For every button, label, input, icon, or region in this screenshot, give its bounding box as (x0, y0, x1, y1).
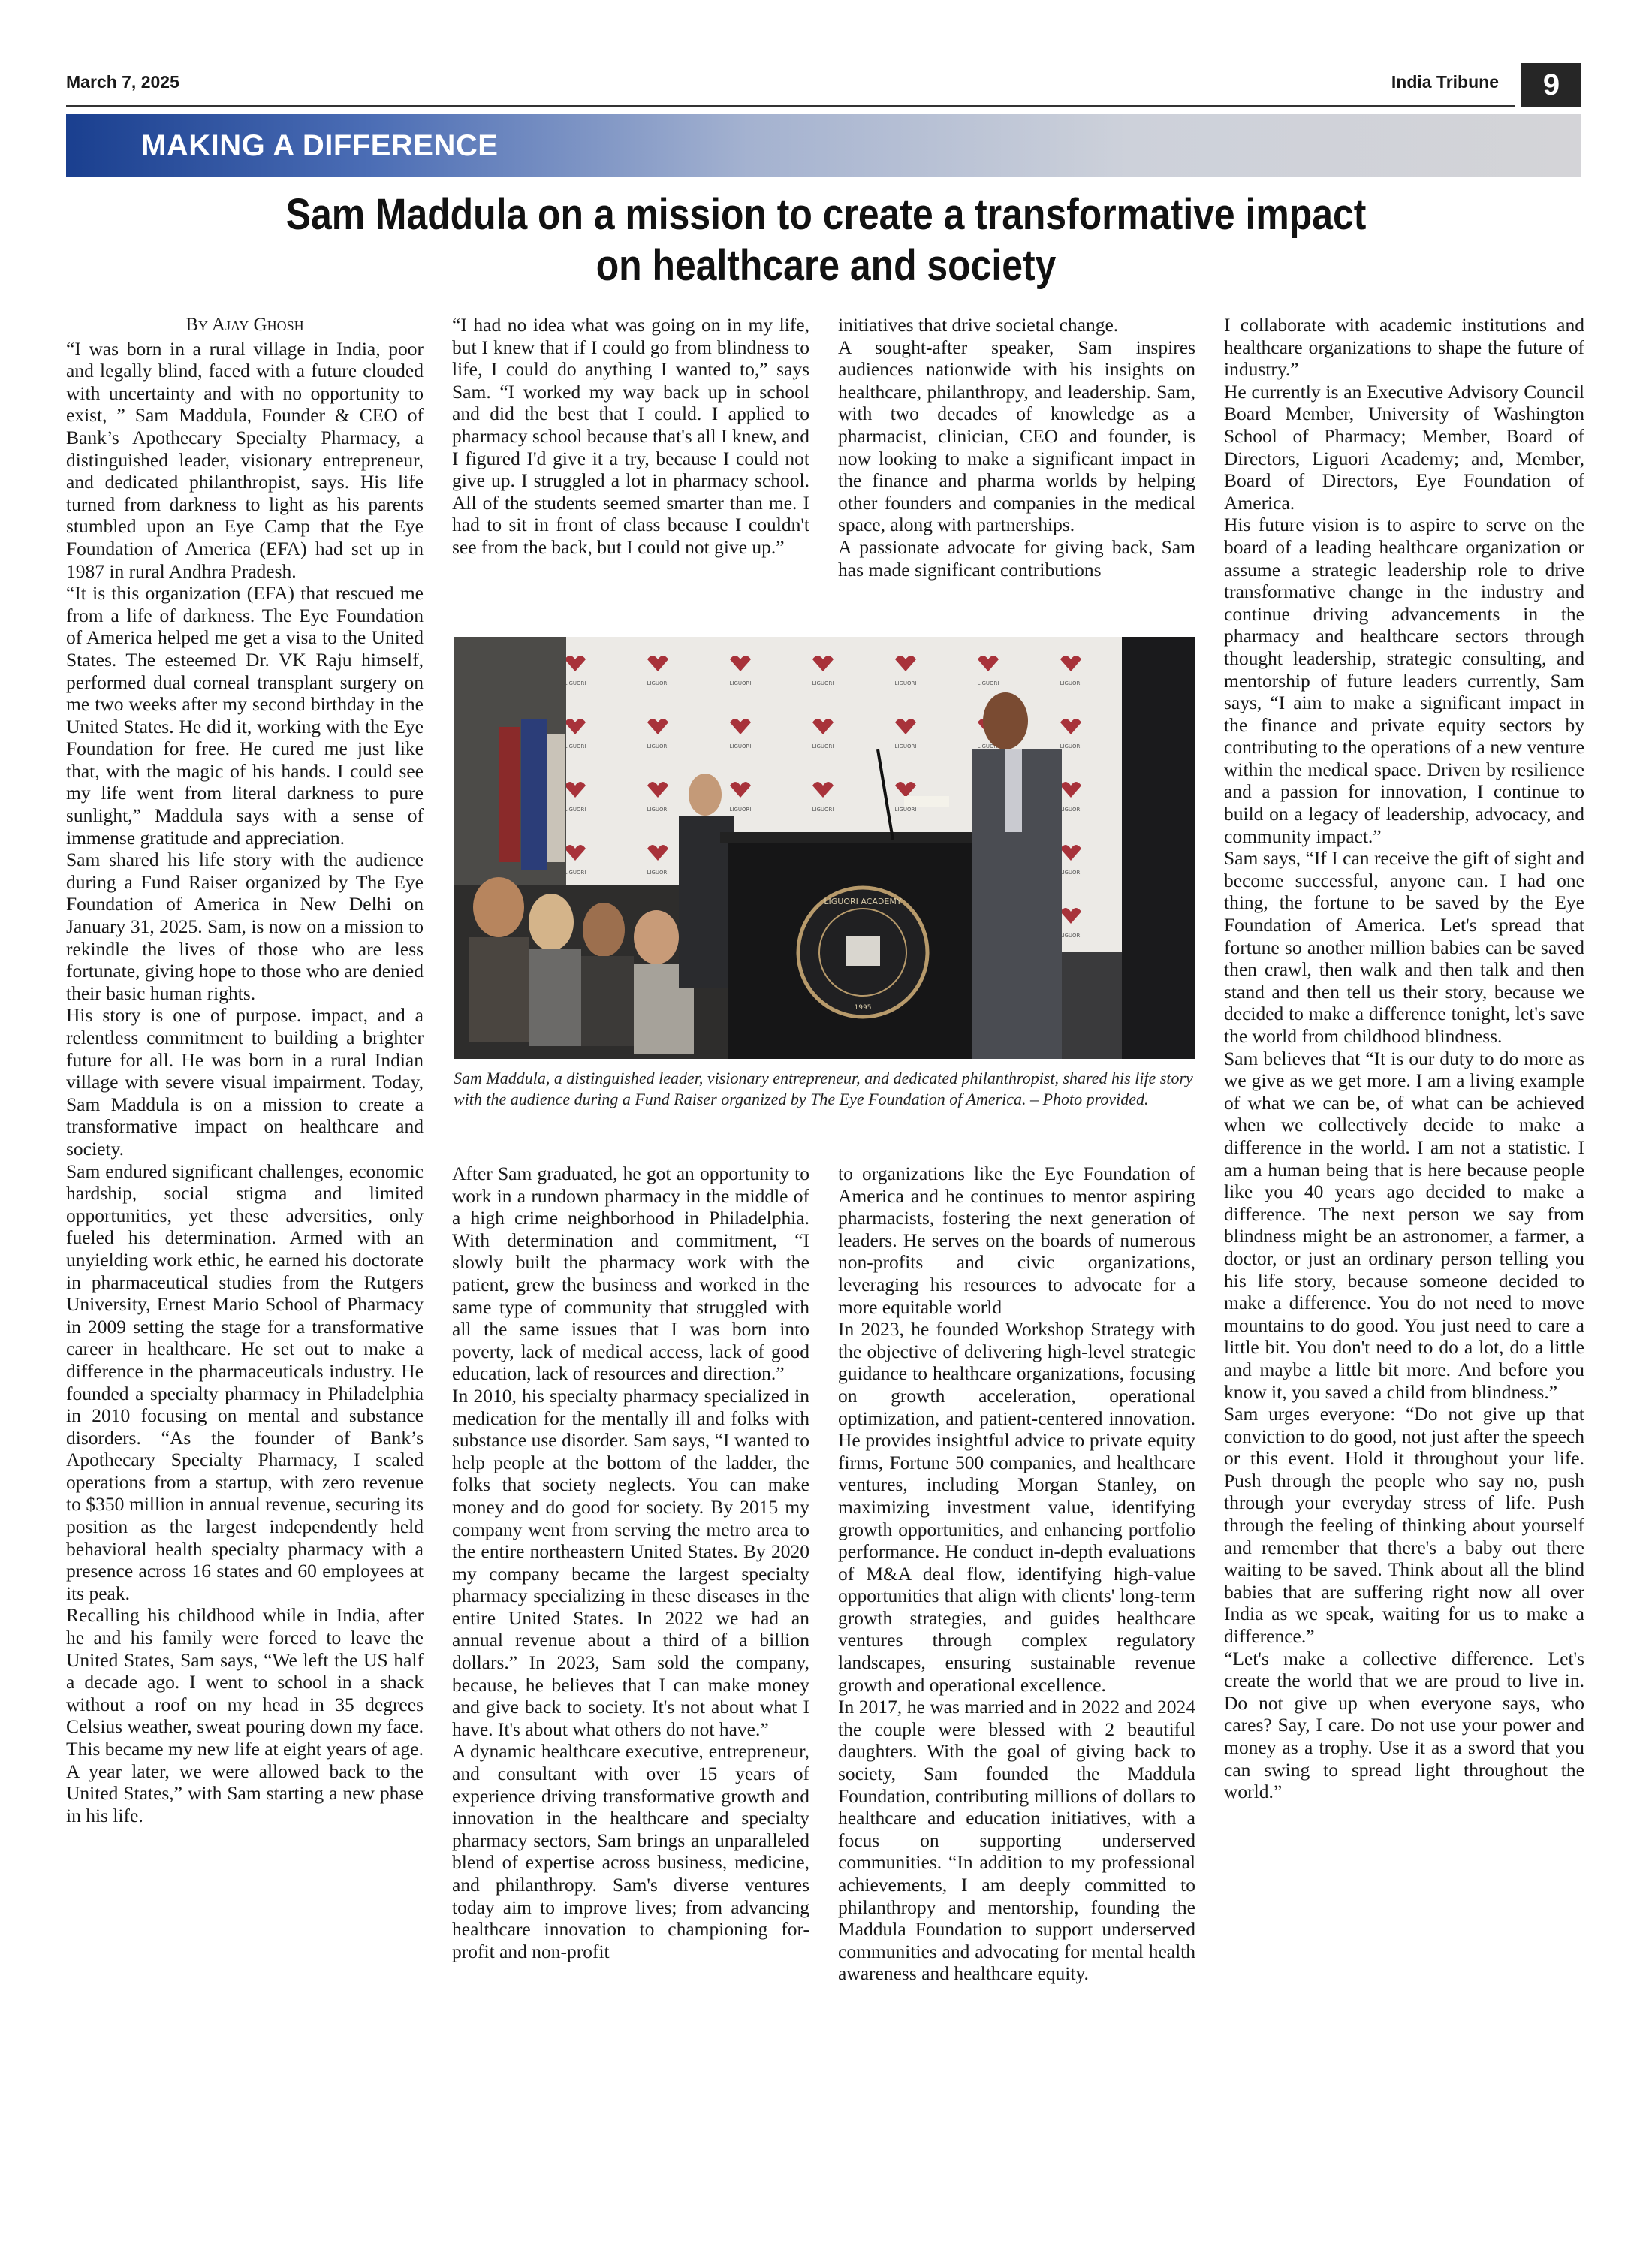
paragraph: Sam believes that “It is our duty to do more as we give as we get more. I am a living example of what we can be, of what can be achieved when we collectively decide to make a difference in the world. I am not a statistic. I am a human being that is here because people like you 40 years ago decided to make a difference. The next person we say from blindness might be an astronomer, a farmer, a doctor, or just an ordinary person telling you his life story, because someone decided to make a difference. You do not need to move mountains to do good. You just need to care a little bit. You don't need to do a lot, do a little and maybe a little bit more. And before you know it, you saved a child from blindness.” (1224, 1047, 1584, 1403)
podium-text: LIGUORI ACADEMY (824, 897, 902, 906)
paragraph: He currently is an Executive Advisory Council Board Member, University of Washington School of Pharmacy; Member, Board of Directors, Liguori Academy; and, Member, Board of Directors, Eye Foundation of America. (1224, 380, 1584, 514)
paragraph: A dynamic healthcare executive, entrepreneur, and consultant with over 15 years of experience driving transformative growth and innovation in the healthcare and specialty pharmacy sectors, Sam brings an unparalleled blend of expertise across business, medicine, and philanthropy. Sam's diverse ventures today aim to improve lives; from advancing healthcare innovation to championing for-profit and non-profit (452, 1740, 809, 1962)
column-4 (1224, 314, 1584, 1803)
page-number: 9 (1521, 63, 1581, 107)
paragraph: “I was born in a rural village in India, poor and legally blind, faced with a future clouded with uncertainty and with no opportunity to exist, ” Sam Maddula, Founder & CEO of Bank’s Apothecary Specialty Pharmacy, a distinguished leader, visionary entrepreneur, and dedicated philanthropist, says. His life turned from darkness to light as his parents stumbled upon an Eye Camp that the Eye Foundation of America (EFA) had set up in 1987 in rural Andhra Pradesh. (66, 337, 424, 582)
paragraph: Sam shared his life story with the audience during a Fund Raiser organized by The Eye Foundation of America in New Delhi on January 31, 2025. Sam, is now on a mission to rekindle the lives of those who are less fortunate, giving hope to those who are denied their basic human rights. (66, 849, 424, 1004)
paragraph: I collaborate with academic institutions and healthcare organizations to shape the future of industry.” (1224, 314, 1584, 381)
paragraph: In 2023, he founded Workshop Strategy with the objective of delivering high-level strategic guidance to healthcare organizations, focusing on growth acceleration, operational optimization, and patient-centered innovation. He provides insightful advice to private equity firms, Fortune 500 companies, and healthcare ventures, including Morgan Stanley, on maximizing investment value, identifying growth opportunities, and enhancing portfolio performance. He conduct in-depth evaluations of M&A deal flow, identifying high-value opportunities that align with clients' long-term growth strategies, and guides healthcare ventures through complex regulatory landscapes, ensuring sustainable revenue growth and operational excellence. (838, 1318, 1195, 1696)
paragraph: Sam endured significant challenges, economic hardship, social stigma and limited opportunities, yet these adversities, only fueled his determination. Armed with an unyielding work ethic, he earned his doctorate in pharmaceutical studies from the Rutgers University, Ernest Mario School of Pharmacy in 2009 setting the stage for a transformative career in healthcare. He set out to make a difference in the pharmaceuticals industry. He founded a specialty pharmacy in Philadelphia in 2010 focusing on mental and substance disorders. “As the founder of Bank’s Apothecary Specialty Pharmacy, I scaled operations from a startup, with zero revenue to $350 million in annual revenue, securing its position as the largest independently held behavioral health specialty pharmacy with a presence across 16 states and 60 employees at its peak. (66, 1160, 424, 1604)
paragraph: A passionate advocate for giving back, Sam has made significant contributions (838, 535, 1195, 581)
paragraph: His future vision is to aspire to serve on the board of a leading healthcare organization or assume a strategic leadership role to drive transformative change in the industry and continue driving advancements in the pharmacy and healthcare sectors through thought leadership, strategic consulting, and mentorship of future leaders currently, Sam says, “I aim to make a significant impact in the finance and private equity sectors by contributing to the operations of a new venture within the medical space. Driven by resilience and a passion for innovation, I continue to build on a legacy of leadership, advocacy, and community impact.” (1224, 514, 1584, 847)
header-rule (66, 105, 1515, 107)
newspaper-name: India Tribune (1391, 72, 1499, 92)
paragraph: In 2010, his specialty pharmacy specialized in medication for the mentally ill and folks with substance use disorder. Sam says, “I wanted to help people at the bottom of the ladder, the folks that society neglects. You can make money and do good for society. By 2015 my company went from serving the metro area to the entire northeastern United States. By 2020 my company became the largest specialty pharmacy specializing in these diseases in the entire United States. In 2022 we had an annual revenue about a third of a billion dollars.” In 2023, Sam sold the company, because, he believes that I can make money and give back to society. It's not about what I have. It's about what others do not have.” (452, 1384, 809, 1740)
paragraph: After Sam graduated, he got an opportunity to work in a rundown pharmacy in the middle of a high crime neighborhood in Philadelphia. With determination and commitment, “I slowly built the pharmacy work with the patient, grew the business and worked in the same type of community that struggled with all the same issues that I was born into poverty, lack of medical access, lack of good education, lack of resources and direction.” (452, 1163, 809, 1385)
column-3-bottom (838, 1163, 1195, 1985)
paragraph: Sam says, “If I can receive the gift of sight and become successful, anyone can. I had one thing, the fortune to be saved by the Eye Foundation of America. Let's spread that fortune so another million babies can be saved then crawl, then walk and then talk and then stand and then tell us their story, because we decided to make a difference tonight, let's save the world from childhood blindness. (1224, 847, 1584, 1047)
byline: By Ajay Ghosh (185, 315, 304, 335)
paragraph: to organizations like the Eye Foundation of America and he continues to mentor aspiring pharmacists, fostering the next generation of leaders. He serves on the boards of numerous non-profits and civic organizations, leveraging his resources to advocate for a more equitable world (838, 1163, 1195, 1318)
column-2-top (452, 314, 809, 559)
article-photo (454, 637, 1195, 1059)
column-1-text (66, 338, 424, 1827)
section-banner (66, 114, 1581, 177)
column-3-top (838, 314, 1195, 581)
paragraph: In 2017, he was married and in 2022 and 2024 the couple were blessed with 2 beautiful daughters. With the goal of giving back to society, Sam founded the Maddula Foundation, contributing millions of dollars to healthcare and education initiatives, with a focus on supporting underserved communities. “In addition to my professional achievements, I am deeply committed to philanthropy and mentorship, founding the Maddula Foundation to support underserved communities and advocating for mental health awareness and healthcare equity. (838, 1696, 1195, 1985)
photo-caption: Sam Maddula, a distinguished leader, visionary entrepreneur, and dedicated philanthropist, shared his life story with the audience during a Fund Raiser organized by The Eye Foundation of America. – Photo provided. (454, 1069, 1193, 1108)
column-2-bottom (452, 1163, 809, 1962)
paragraph: “I had no idea what was going on in my life, but I knew that if I could go from blindness to life, I could do anything I wanted to,” says Sam. “I worked my way back up in school and did the best that I could. I applied to pharmacy school because that's all I knew, and I figured I'd give it a try, because I could not give up. I struggled a lot in pharmacy school. All of the students seemed smarter than me. I had to sit in front of class because I couldn't see from the back, but I could not give up.” (452, 314, 809, 558)
podium-year: 1995 (854, 1004, 872, 1012)
paragraph: “It is this organization (EFA) that rescued me from a life of darkness. The Eye Foundation of America helped me get a visa to the United States. The esteemed Dr. VK Raju himself, performed dual corneal transplant surgery on me two weeks after my second birthday in the United States. He did it, working with the Eye Foundation for free. He cured me just like that, with the magic of his hands. I could see my life went from literal darkness to pure sunlight,” Maddula says with a sense of immense gratitude and appreciation. (66, 582, 424, 849)
paragraph: His story is one of purpose. impact, and a relentless commitment to building a brighter future for all. He was born in a rural Indian village with severe visual impairment. Today, Sam Maddula is on a mission to create a transformative impact on healthcare and society. (66, 1004, 424, 1160)
article-headline: Sam Maddula on a mission to create a transformative impact on healthcare and society (285, 190, 1367, 290)
paragraph: Recalling his childhood while in India, after he and his family were forced to leave the United States, Sam says, “We left the US half a decade ago. I went to school in a shack without a roof on my head in 35 degrees Celsius weather, sweat pouring down my face. This became my new life at eight years of age. A year later, we were allowed back to the United States,” with Sam starting a new phase in his life. (66, 1604, 424, 1826)
section-label: MAKING A DIFFERENCE (141, 129, 499, 162)
paragraph: Sam urges everyone: “Do not give up that conviction to do good, not just after the speech or this event. Hold it throughout your life. Push through the people who say no, push through your everyday stress of life. Push through the feeling of thinking about yourself and remember that there's a baby out there waiting to be saved. Think about all the blind babies that are suffering right now all over India as we speak, waiting for us to make a difference.” (1224, 1403, 1584, 1648)
paragraph: initiatives that drive societal change. (838, 314, 1119, 336)
issue-date: March 7, 2025 (66, 72, 179, 92)
paragraph: A sought-after speaker, Sam inspires audiences nationwide with his insights on healthcare, philanthropy, and leadership. Sam, with two decades of knowledge as a pharmacist, clinician, CEO and founder, is now looking to make a significant impact in the finance and pharma worlds by helping other founders and companies in the medical space, along with partnerships. (838, 336, 1195, 536)
paragraph: “Let's make a collective difference. Let's create the world that we are proud to live in. Do not give up when everyone says, who cares? Say, I care. Do not use your power and money as a trophy. Use it as a sword that you can swing to spread light throughout the world.” (1224, 1647, 1584, 1803)
column-1 (66, 314, 424, 1826)
